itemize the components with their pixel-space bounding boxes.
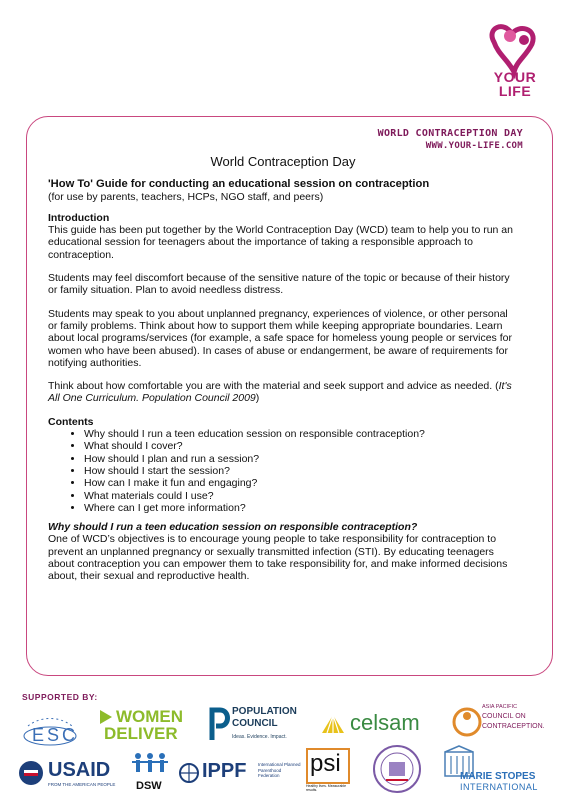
ippf-text: IPPF: [202, 760, 247, 782]
contents-item: • How should I start the session?: [84, 465, 518, 477]
intro-paragraph-1: This guide has been put together by the World Contraception Day (WCD) team to help you to run an educational session for teenagers about the importance of taking a responsible approach to contraception.: [48, 224, 513, 261]
intro-p4-end: ): [255, 392, 260, 405]
usaid-seal-icon: [18, 760, 44, 786]
dsw-people-icon: [130, 750, 170, 778]
apcoc-text-1: ASIA PACIFIC: [482, 704, 518, 710]
esc-logo: [20, 712, 80, 748]
usaid-tagline: FROM THE AMERICAN PEOPLE: [48, 782, 116, 787]
contents-item: • Why should I run a teen education session on responsible contraception?: [84, 428, 518, 440]
dsw-text: DSW: [136, 780, 162, 792]
contents-item: • Where can I get more information?: [84, 502, 518, 514]
why-heading: Why should I run a teen education session on responsible contraception?: [48, 521, 418, 534]
usaid-text: USAID: [48, 759, 111, 781]
apcoc-figure-icon: [452, 704, 482, 740]
population-council-tagline: Ideas. Evidence. Impact.: [232, 734, 287, 740]
ippf-logo: [178, 760, 302, 788]
celsam-shell-icon: [320, 711, 346, 737]
population-council-logo: [208, 704, 304, 744]
celsam-text: celsam: [350, 710, 420, 735]
women-deliver-text-1: WOMEN: [116, 707, 184, 726]
society-seal-logo: [372, 744, 422, 794]
contents-list: [48, 428, 518, 514]
logo-line2: LIFE: [498, 83, 532, 99]
header-url[interactable]: WWW.YOUR-LIFE.COM: [425, 141, 523, 151]
guide-title: 'How To' Guide for conducting an educational session on contraception: [48, 178, 430, 191]
intro-p4-text: Think about how comfortable you are with the material and seek support and advice as needed. (: [48, 380, 499, 393]
logo-line1: YOUR: [493, 69, 537, 85]
intro-paragraph-2: Students may feel discomfort because of the sensitive nature of the topic or because of their history or family situation. Plan to avoid needless distress.: [48, 272, 510, 297]
contents-item: • How should I plan and run a session?: [84, 453, 518, 465]
psi-logo: [306, 748, 356, 792]
population-council-text-2: COUNCIL: [232, 718, 278, 729]
intro-p4-citation: It's All One Curriculum. Population Council 2009: [48, 380, 512, 405]
supported-by-label: SUPPORTED BY:: [22, 692, 98, 702]
intro-paragraph-3: Students may speak to you about unplanned pregnancy, experiences of violence, or other personal or family problems. Think about how to support them while keeping appropriate boundaries. Learn about local programs/services (for example, a safe space for homeless young people or services for women who have been abused). In cases of abuse or endangerment, be aware of requirements for notifying authorities.: [48, 307, 512, 369]
document-body: [48, 156, 518, 594]
dsw-logo: [128, 750, 172, 796]
intro-heading: Introduction: [48, 211, 110, 224]
contents-heading: Contents: [48, 415, 94, 428]
apcoc-text-2: COUNCIL ON: [482, 713, 526, 720]
population-council-p-icon: [208, 706, 230, 742]
women-deliver-arrow-icon: [100, 710, 112, 724]
ippf-globe-icon: [178, 762, 200, 784]
apcoc-text-3: CONTRACEPTION.: [482, 723, 545, 730]
psi-text: psi: [310, 750, 341, 777]
marie-stopes-logo: [438, 744, 552, 794]
celsam-logo: [320, 708, 440, 740]
esc-text: ESC: [32, 725, 79, 745]
contents-item: • How can I make it fun and engaging?: [84, 477, 518, 489]
apcoc-logo: [452, 700, 552, 746]
intro-paragraph-4: [48, 380, 518, 405]
population-council-text-1: POPULATION: [232, 706, 297, 717]
ippf-tagline: International Planned Parenthood Federation: [258, 762, 301, 778]
page-title: World Contraception Day: [210, 154, 356, 169]
header-campaign: WORLD CONTRACEPTION DAY: [377, 128, 523, 139]
contents-item: • What should I cover?: [84, 440, 518, 452]
contents-item: • What materials could I use?: [84, 490, 518, 502]
why-paragraph: One of WCD’s objectives is to encourage young people to take responsibility for contraception to prevent an unplanned pregnancy or sexually transmitted infection (STI). By educating teenagers about contraception you can empower them to take responsibility for, and make informed decisions about, their sexual and reproductive health.: [48, 533, 508, 583]
women-deliver-text-2: DELIVER: [104, 724, 178, 743]
logo-text: [480, 70, 550, 98]
marie-stopes-text-1: MARIE STOPES: [460, 771, 536, 782]
usaid-logo: [18, 758, 128, 788]
women-deliver-logo: [100, 708, 195, 744]
marie-stopes-text-2: INTERNATIONAL: [460, 782, 538, 792]
society-seal-icon: [372, 744, 422, 794]
guide-subtitle: (for use by parents, teachers, HCPs, NGO staff, and peers): [48, 190, 324, 203]
psi-tagline: Healthy lives. Measurable results.: [306, 784, 347, 792]
